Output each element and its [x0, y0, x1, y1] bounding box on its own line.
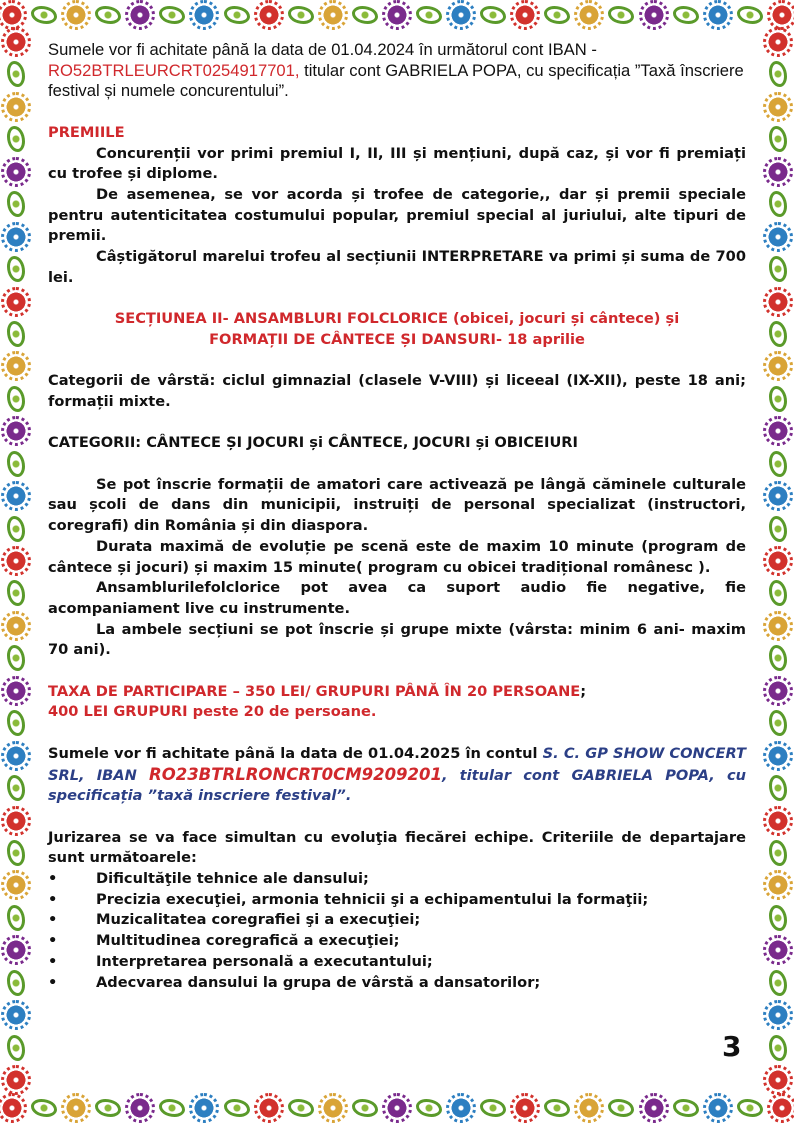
flower-motif-icon [4, 225, 28, 249]
flower-motif-icon [4, 419, 28, 443]
age-categories: Categorii de vârstă: ciclul gimnazial (clasele V-VIII) și liceeal (IX-XII), peste 18 ani; formații mixte. [48, 372, 746, 410]
flower-motif-icon [766, 419, 790, 443]
leaf-scroll-icon [769, 905, 787, 931]
leaf-scroll-icon [769, 580, 787, 606]
leaf-scroll-icon [224, 1099, 250, 1117]
flower-motif-icon [770, 1096, 794, 1120]
leaf-scroll-icon [288, 1099, 314, 1117]
flower-motif-icon [4, 484, 28, 508]
list-item: • Dificultăţile tehnice ale dansului; [48, 870, 369, 887]
leaf-scroll-icon [480, 1099, 506, 1117]
flower-motif-icon [766, 744, 790, 768]
leaf-scroll-icon [769, 516, 787, 542]
iban-1: RO52BTRLEURCRT0254917701, [48, 60, 300, 80]
document-page [48, 40, 746, 993]
leaf-scroll-icon [95, 1099, 121, 1117]
leaf-scroll-icon [769, 840, 787, 866]
flower-motif-icon [0, 3, 24, 27]
flower-motif-icon [64, 1096, 88, 1120]
flower-motif-icon [385, 1096, 409, 1120]
leaf-scroll-icon [416, 6, 442, 24]
flower-motif-icon [4, 95, 28, 119]
leaf-scroll-icon [769, 321, 787, 347]
leaf-scroll-icon [7, 321, 25, 347]
flower-motif-icon [766, 30, 790, 54]
leaf-scroll-icon [7, 1035, 25, 1061]
flower-motif-icon [766, 873, 790, 897]
flower-motif-icon [4, 938, 28, 962]
leaf-scroll-icon [416, 1099, 442, 1117]
flower-motif-icon [64, 3, 88, 27]
folk-border-top [0, 0, 794, 30]
flower-motif-icon [4, 873, 28, 897]
leaf-scroll-icon [7, 451, 25, 477]
leaf-scroll-icon [769, 191, 787, 217]
leaf-scroll-icon [352, 1099, 378, 1117]
flower-motif-icon [321, 1096, 345, 1120]
flower-motif-icon [128, 1096, 152, 1120]
flower-motif-icon [513, 1096, 537, 1120]
leaf-scroll-icon [159, 6, 185, 24]
leaf-scroll-icon [769, 61, 787, 87]
leaf-scroll-icon [769, 126, 787, 152]
leaf-scroll-icon [7, 61, 25, 87]
flower-motif-icon [4, 30, 28, 54]
leaf-scroll-icon [769, 1035, 787, 1061]
flower-motif-icon [577, 1096, 601, 1120]
leaf-scroll-icon [159, 1099, 185, 1117]
leaf-scroll-icon [769, 775, 787, 801]
flower-motif-icon [766, 484, 790, 508]
folk-border-bottom [0, 1092, 794, 1123]
leaf-scroll-icon [7, 710, 25, 736]
leaf-scroll-icon [288, 6, 314, 24]
payment-info-1: Sumele vor fi achitate până la data de 01.04.2024 în următorul cont IBAN - RO52BTRLEURCRT0254917701, titular cont GABRIELA POPA, cu specificația ”Taxă înscriere festival și numele concurentului”. [48, 40, 744, 101]
flower-motif-icon [766, 290, 790, 314]
leaf-scroll-icon [7, 126, 25, 152]
flower-motif-icon [4, 1003, 28, 1027]
flower-motif-icon [192, 3, 216, 27]
section-paragraph: Ansamblurilefolclorice pot avea ca suport audio fie negative, fie acompaniament live cu instrumente. [48, 579, 746, 617]
flower-motif-icon [257, 3, 281, 27]
section-paragraph: La ambele secțiuni se pot înscrie și grupe mixte (vârsta: minim 6 ani- maxim 70 ani). [48, 620, 746, 659]
leaf-scroll-icon [769, 970, 787, 996]
flower-motif-icon [766, 354, 790, 378]
flower-motif-icon [4, 614, 28, 638]
flower-motif-icon [642, 3, 666, 27]
leaf-scroll-icon [769, 451, 787, 477]
prizes-paragraph: De asemenea, se vor acorda și trofee de categorie,, dar și premii speciale pentru autenticitatea costumului popular, premiul special al juriului, alte tipuri de premii. [48, 185, 746, 245]
leaf-scroll-icon [673, 1099, 699, 1117]
leaf-scroll-icon [737, 6, 763, 24]
flower-motif-icon [128, 3, 152, 27]
leaf-scroll-icon [7, 645, 25, 671]
leaf-scroll-icon [769, 386, 787, 412]
flower-motif-icon [766, 95, 790, 119]
flower-motif-icon [577, 3, 601, 27]
payment-info-2: Sumele vor fi achitate până la data de 01.04.2025 în contul S. C. GP SHOW CONCERT SRL, IBAN RO23BTRLRONCRT0CM9209201, titular cont GABRIELA POPA, cu specificația ”taxă inscriere festival”. [48, 744, 746, 805]
leaf-scroll-icon [544, 6, 570, 24]
flower-motif-icon [766, 614, 790, 638]
page-number: 3 [722, 1030, 742, 1063]
flower-motif-icon [766, 549, 790, 573]
flower-motif-icon [4, 809, 28, 833]
flower-motif-icon [4, 1068, 28, 1092]
leaf-scroll-icon [608, 1099, 634, 1117]
leaf-scroll-icon [737, 1099, 763, 1117]
flower-motif-icon [4, 744, 28, 768]
leaf-scroll-icon [352, 6, 378, 24]
leaf-scroll-icon [7, 905, 25, 931]
flower-motif-icon [449, 3, 473, 27]
leaf-scroll-icon [224, 6, 250, 24]
flower-motif-icon [385, 3, 409, 27]
leaf-scroll-icon [673, 6, 699, 24]
leaf-scroll-icon [7, 970, 25, 996]
flower-motif-icon [4, 290, 28, 314]
flower-motif-icon [766, 1068, 790, 1092]
flower-motif-icon [257, 1096, 281, 1120]
leaf-scroll-icon [608, 6, 634, 24]
flower-motif-icon [766, 160, 790, 184]
categories: CATEGORII: CÂNTECE ȘI JOCURI și CÂNTECE, JOCURI și OBICEIURI [48, 434, 578, 452]
list-item: • Precizia execuţiei, armonia tehnicii şi a echipamentului la formaţii; [48, 890, 649, 908]
flower-motif-icon [4, 354, 28, 378]
flower-motif-icon [766, 225, 790, 249]
leaf-scroll-icon [769, 645, 787, 671]
section-paragraph: Se pot înscrie formații de amatori care activează pe lângă căminele culturale sau școli de dans din municipii, instruiți de personal specializat (instructori, coregrafi) din România și din diaspora. [48, 475, 746, 535]
criteria-list [48, 869, 746, 993]
leaf-scroll-icon [7, 775, 25, 801]
leaf-scroll-icon [7, 256, 25, 282]
flower-motif-icon [4, 549, 28, 573]
flower-motif-icon [513, 3, 537, 27]
folk-border-right [762, 30, 794, 1092]
leaf-scroll-icon [31, 6, 57, 24]
flower-motif-icon [706, 3, 730, 27]
leaf-scroll-icon [31, 1099, 57, 1117]
participation-fee: TAXA DE PARTICIPARE – 350 LEI/ GRUPURI PÂNĂ ÎN 20 PERSOANE; 400 LEI GRUPURI peste 20 de persoane. [48, 682, 587, 721]
leaf-scroll-icon [7, 516, 25, 542]
flower-motif-icon [321, 3, 345, 27]
leaf-scroll-icon [544, 1099, 570, 1117]
list-item: • Muzicalitatea coregrafiei şi a execuţiei; [48, 911, 421, 929]
leaf-scroll-icon [7, 386, 25, 412]
flower-motif-icon [4, 160, 28, 184]
folk-border-left [0, 30, 32, 1092]
leaf-scroll-icon [95, 6, 121, 24]
leaf-scroll-icon [769, 710, 787, 736]
list-item: • Adecvarea dansului la grupa de vârstă a dansatorilor; [48, 973, 541, 991]
prizes-paragraph: Concurenții vor primi premiul I, II, III și mențiuni, după caz, și vor fi premiați cu trofee și diplome. [48, 144, 746, 183]
leaf-scroll-icon [769, 256, 787, 282]
flower-motif-icon [0, 1096, 24, 1120]
flower-motif-icon [766, 679, 790, 703]
list-item: • Interpretarea personală a executantului; [48, 952, 433, 970]
flower-motif-icon [449, 1096, 473, 1120]
flower-motif-icon [642, 1096, 666, 1120]
section-title: SECȚIUNEA II- ANSAMBLURI FOLCLORICE (obicei, jocuri și cântece) și FORMAȚII DE CÂNTECE ȘI DANSURI- 18 aprilie [114, 310, 680, 348]
iban-2: RO23BTRLRONCRT0CM9209201 [148, 764, 442, 784]
prizes-heading: PREMIILE [48, 123, 125, 141]
judging-intro: Jurizarea se va face simultan cu evoluţia fiecărei echipe. Criteriile de departajare sunt următoarele: [48, 828, 746, 867]
flower-motif-icon [192, 1096, 216, 1120]
flower-motif-icon [4, 679, 28, 703]
flower-motif-icon [770, 3, 794, 27]
flower-motif-icon [766, 938, 790, 962]
prizes-paragraph: Câștigătorul marelui trofeu al secțiunii INTERPRETARE va primi și suma de 700 lei. [48, 248, 746, 286]
flower-motif-icon [766, 1003, 790, 1027]
leaf-scroll-icon [7, 840, 25, 866]
leaf-scroll-icon [7, 191, 25, 217]
leaf-scroll-icon [7, 580, 25, 606]
flower-motif-icon [706, 1096, 730, 1120]
leaf-scroll-icon [480, 6, 506, 24]
flower-motif-icon [766, 809, 790, 833]
section-paragraph: Durata maximă de evoluție pe scenă este de maxim 10 minute (program de cântece și jocuri) și maxim 15 minute( program cu obicei tradițional românesc ). [48, 537, 746, 576]
list-item: • Multitudinea coregrafică a execuţiei; [48, 932, 400, 950]
